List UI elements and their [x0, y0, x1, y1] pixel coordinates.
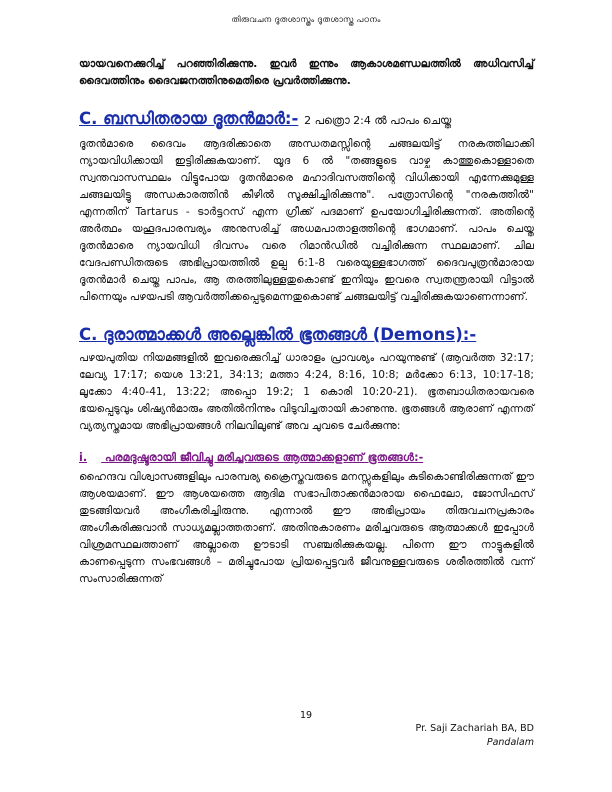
main-content [79, 56, 534, 588]
author-location: Pandalam [486, 737, 534, 748]
bound-angels-paragraph: ദൂതൻമാരെ ദൈവം ആദരിക്കാതെ അന്ധതമസ്സിന്റെ ചങ്ങലയിട്ട് നരകത്തിലാക്കി ന്യായവിധിക്കായി ഇട്ടിരിക്കുകയാണ്. യൂദ 6 ൽ "തങ്ങളുടെ വാഴ്ച കാത്തുകൊള്ളാതെ സ്വന്തവാസസ്ഥലം വിട്ടുപോയ ദൂതൻമാരെ മഹാദിവസത്തിന്റെ വിധിക്കായി എന്നേക്കുമുള്ള ചങ്ങലയിട്ടു അന്ധകാരത്തിൻ കീഴിൽ സൂക്ഷിച്ചിരിക്കുന്നു". പത്രോസിന്റെ "നരകത്തിൽ" എന്നതിന് Tartarus - ടാർട്ടറസ് എന്ന ഗ്രീക്ക് പദമാണ് ഉപയോഗിച്ചിരിക്കുന്നത്. അതിന്റെ അർത്ഥം യഹൂദപാരമ്പര്യം അനുസരിച്ച് അധമപാതാളത്തിന്റെ ഭാഗമാണ്. പാപം ചെയ്ത ദൂതൻമാരെ ന്യായവിധി ദിവസം വരെ റിമാൻഡിൽ വച്ചിരിക്കുന്ന സ്ഥലമാണ്. ചില വേദപണ്ഡിതരുടെ അഭിപ്രായത്തിൽ ഉല്പ 6:1-8 വരെയുള്ളഭാഗത്ത് ദൈവപുത്രൻമാരായ ദൂതൻമാർ ചെയ്ത പാപം, ആ തരത്തിലുള്ളതുകൊണ്ട് ഇനിയും ഇവരെ സ്വതന്ത്രരായി വിട്ടാൽ പിന്നെയും പഴയപടി ആവർത്തിക്കപ്പെടുമെന്നതുകൊണ്ട് ചങ്ങലയിട്ട് വച്ചിരിക്കുകയാണെന്നാണ്. [79, 138, 534, 303]
author-name: Pr. Saji Zachariah BA, BD [415, 723, 534, 734]
subsection-numeral: i. [79, 451, 88, 464]
section-heading-reference: 2 പത്രൊ 2:4 ൽ പാപം ചെയ്ത [304, 114, 452, 127]
demons-paragraph: പഴയപുതിയ നിയമങ്ങളിൽ ഇവരെക്കുറിച്ച് ധാരാളം പ്രാവശ്യം പറയുന്നുണ്ട് (ആവർത്ത 32:17; ലേവ്യ 17:17; യെശ 13:21, 34:13; മത്താ 4:24, 8:16, 10:8; മർക്കോ 6:13, 10:17-18; ലൂക്കോ 4:40-41, 13:22; അപ്പൊ 19:2; 1 കൊരി 10:20-21). ഭൂതബാധിതരായവരെ ഭയപ്പെടുവും ശിഷ്യൻമാരും അതിൽനിന്നും വിടുവിച്ചതായി കാണുന്നു. ഭൂതങ്ങൾ ആരാണ് എന്നത് വ്യത്യസ്തമായ അഭിപ്രായങ്ങൾ നിലവിലുണ്ട് അവ ചുവടെ ചേർക്കുന്നു: [79, 352, 534, 432]
section-heading-bound-angels [79, 108, 534, 132]
page-number: 19 [299, 710, 313, 721]
section-heading-title: C. ദുരാത്മാക്കൾ അല്ലെങ്കിൽ ഭൂതങ്ങൾ (Demons):- [79, 325, 477, 344]
running-header: തിരുവചന ദൂതശാസ്ത്രം ദൂതശാസ്ത്ര പഠനം [231, 14, 381, 24]
footer-author-block [416, 722, 534, 750]
intro-paragraph: യായവനെക്കുറിച്ച് പറഞ്ഞിരിക്കുന്നു. ഇവർ ഇന്നും ആകാശമണ്ഡലത്തിൽ അധിവസിച്ച് ദൈവത്തിനും ദൈവജനത്തിനുമെതിരെ പ്രവർത്തിക്കുന്നു. [79, 58, 534, 87]
section-heading-demons [79, 324, 534, 346]
subsection-paragraph: ഹൈന്ദവ വിശ്വാസങ്ങളിലും പാരമ്പര്യ ക്രൈസ്തവരുടെ മനസ്സുകളിലും കുടികൊണ്ടിരിക്കുന്നത് ഈ ആശയമാണ്. ഈ ആശയത്തെ ആദിമ സഭാപിതാക്കൻമാരായ ഫൈലോ, ജോസിഫസ് തുടങ്ങിയവർ അംഗീകരിച്ചിരുന്നു. എന്നാൽ ഈ അഭിപ്രായം തിരുവചനപ്രകാരം അംഗീകരിക്കുവാൻ സാധ്യമല്ലാത്തതാണ്. അതിനുകാരണം മരിച്ചവരുടെ ആത്മാക്കൾ ഇപ്പോൾ വിശ്രമസ്ഥലത്താണ് അല്ലാതെ ഊടാടി സഞ്ചരിക്കുകയല്ല. പിന്നെ ഈ നാട്ടുകളിൽ കാണപ്പെടുന്ന സംഭവങ്ങൾ – മരിച്ചുപോയ പ്രിയപ്പെട്ടവർ ജീവനുള്ളവരുടെ ശരീരത്തിൽ വന്ന് സംസാരിക്കുന്നത് [79, 471, 534, 585]
section-heading-title: C. ബന്ധിതരായ ദൂതൻമാർ:- [79, 109, 299, 128]
subsection-heading [79, 449, 534, 467]
subsection-title: പരമദുഷ്ടരായി ജീവിച്ചു മരിച്ചവരുടെ ആത്മാക്കളാണ് ഭൂതങ്ങൾ:- [105, 451, 424, 464]
